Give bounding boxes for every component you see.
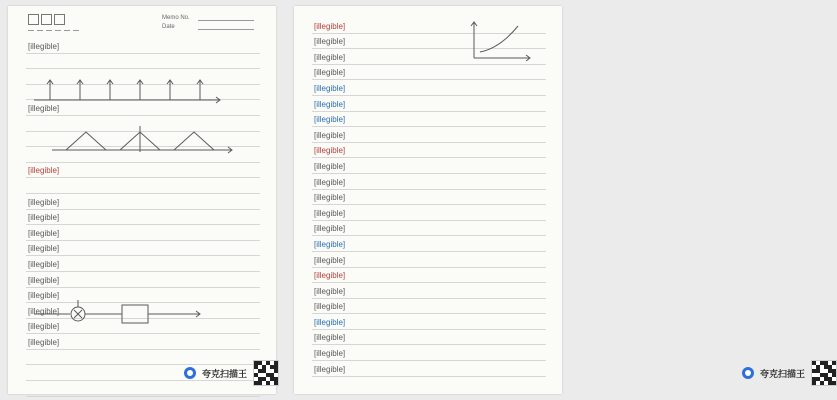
header-dots [28, 27, 79, 31]
note-line [312, 221, 546, 237]
handwritten-text: [illegible] [314, 21, 346, 31]
watermark-brand: 夸克扫描王 [760, 368, 806, 379]
note-line [26, 54, 260, 70]
note-line [26, 334, 260, 350]
handwritten-text: [illegible] [28, 322, 60, 332]
note-line [312, 236, 546, 252]
handwritten-text: [illegible] [314, 161, 346, 171]
handwritten-text: [illegible] [28, 259, 60, 269]
handwritten-text: [illegible] [314, 208, 346, 218]
qr-code-icon [811, 360, 837, 386]
quark-logo-icon [742, 367, 754, 379]
note-line [26, 194, 260, 210]
handwritten-text: [illegible] [314, 52, 346, 62]
note-line [26, 38, 260, 54]
note-line [312, 314, 546, 330]
note-line [26, 272, 260, 288]
note-line [312, 252, 546, 268]
handwritten-text: [illegible] [314, 193, 346, 203]
quark-logo-icon [184, 367, 196, 379]
handwritten-text: [illegible] [314, 286, 346, 296]
note-line [312, 283, 546, 299]
note-line [312, 190, 546, 206]
handwritten-text: [illegible] [28, 166, 60, 176]
handwritten-text: [illegible] [314, 146, 346, 156]
memo-date-header [162, 13, 254, 31]
date-label: Date [162, 24, 175, 30]
note-line [312, 112, 546, 128]
notebook-page-left [8, 6, 276, 394]
handwritten-text: [illegible] [28, 244, 60, 254]
handwritten-text: [illegible] [28, 291, 60, 301]
handwritten-text: [illegible] [314, 239, 346, 249]
impulse-train-sketch [30, 70, 230, 110]
note-line [312, 330, 546, 346]
handwritten-text: [illegible] [314, 271, 346, 281]
handwritten-text: [illegible] [314, 68, 346, 78]
note-line [26, 225, 260, 241]
note-line [312, 299, 546, 315]
system-block-diagram [30, 298, 220, 332]
handwritten-text: [illegible] [28, 213, 60, 223]
note-line [312, 361, 546, 377]
handwritten-text: [illegible] [28, 103, 60, 113]
note-line [312, 174, 546, 190]
axis-sketch [464, 18, 534, 62]
note-line [26, 178, 260, 194]
handwritten-text: [illegible] [314, 349, 346, 359]
handwritten-text: [illegible] [314, 255, 346, 265]
handwritten-text: [illegible] [314, 177, 346, 187]
handwritten-text: [illegible] [314, 302, 346, 312]
scanner-watermark [184, 360, 279, 386]
sampled-spectrum-sketch [48, 122, 238, 158]
handwritten-text: [illegible] [314, 130, 346, 140]
handwritten-text: [illegible] [28, 41, 60, 51]
handwritten-text: [illegible] [28, 275, 60, 285]
handwritten-text: [illegible] [314, 99, 346, 109]
note-line [312, 205, 546, 221]
note-line [312, 127, 546, 143]
handwritten-text: [illegible] [28, 197, 60, 207]
note-line [26, 241, 260, 257]
note-line [312, 96, 546, 112]
memo-no-label: Memo No. [162, 15, 190, 21]
header-boxes [28, 14, 65, 25]
note-line [312, 268, 546, 284]
qr-code-icon [253, 360, 279, 386]
note-line [312, 80, 546, 96]
note-lines-right [312, 18, 546, 377]
handwritten-text: [illegible] [314, 83, 346, 93]
handwritten-text: [illegible] [314, 364, 346, 374]
note-line [312, 143, 546, 159]
handwritten-text: [illegible] [314, 37, 346, 47]
handwritten-text: [illegible] [28, 228, 60, 238]
handwritten-text: [illegible] [28, 337, 60, 347]
note-line [26, 256, 260, 272]
handwritten-text: [illegible] [314, 224, 346, 234]
note-line [26, 210, 260, 226]
handwritten-text: [illegible] [28, 306, 60, 316]
handwritten-text: [illegible] [314, 333, 346, 343]
note-line [26, 163, 260, 179]
notebook-page-right [294, 6, 806, 394]
handwritten-text: [illegible] [314, 115, 346, 125]
scanner-watermark [742, 360, 837, 386]
watermark-brand: 夸克扫描王 [202, 368, 248, 379]
note-line [312, 65, 546, 81]
note-line [312, 158, 546, 174]
handwritten-text: [illegible] [314, 317, 346, 327]
note-line [312, 345, 546, 361]
